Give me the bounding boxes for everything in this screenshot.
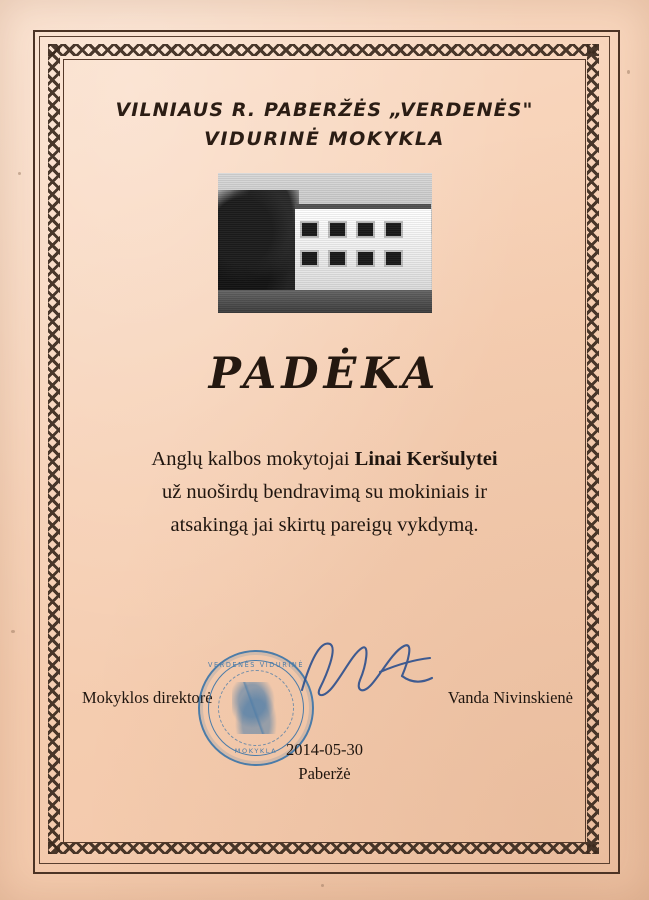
- issue-date: 2014-05-30: [286, 740, 363, 759]
- stamp-bottom-text: MOKYKLA: [234, 747, 278, 755]
- school-name-line-1: VILNIAUS R. PABERŽĖS „VERDENĖS": [115, 99, 534, 121]
- decorative-zigzag-band-left: [48, 44, 60, 854]
- page-title: PADĖKA: [208, 348, 441, 399]
- scan-speck: [627, 70, 630, 74]
- decorative-zigzag-band-bottom: [48, 842, 599, 854]
- citation-text: [84, 443, 565, 543]
- citation-line-2: už nuoširdų bendravimą su mokiniais ir: [161, 481, 488, 504]
- certificate-content: [70, 66, 579, 834]
- director-role-label: Mokyklos direktorė: [82, 688, 213, 707]
- honoree-name: Linai Keršulytei: [354, 447, 498, 470]
- school-name-line-2: VIDURINĖ MOKYKLA: [204, 128, 445, 151]
- issue-place: Paberžė: [298, 763, 351, 783]
- signature-row: [70, 666, 579, 726]
- scan-speck: [18, 172, 21, 175]
- scan-speck: [321, 884, 324, 887]
- photo-scan-grain: [218, 173, 432, 313]
- director-name: Vanda Nivinskienė: [447, 688, 573, 707]
- decorative-zigzag-band-right: [587, 44, 599, 854]
- vytis-emblem-icon: [232, 682, 280, 734]
- decorative-zigzag-band-top: [48, 44, 599, 56]
- scan-speck: [11, 630, 15, 633]
- stamp-top-text: VERDENĖS VIDURINĖ: [207, 660, 305, 670]
- school-name-heading: [70, 96, 579, 155]
- citation-line-1: [84, 443, 565, 476]
- citation-prefix: Anglų kalbos mokytojai: [151, 447, 355, 470]
- school-building-photo: [218, 173, 432, 313]
- date-and-place: [70, 738, 579, 786]
- citation-line-3: atsakingą jai skirtų pareigų vykdymą.: [170, 514, 479, 537]
